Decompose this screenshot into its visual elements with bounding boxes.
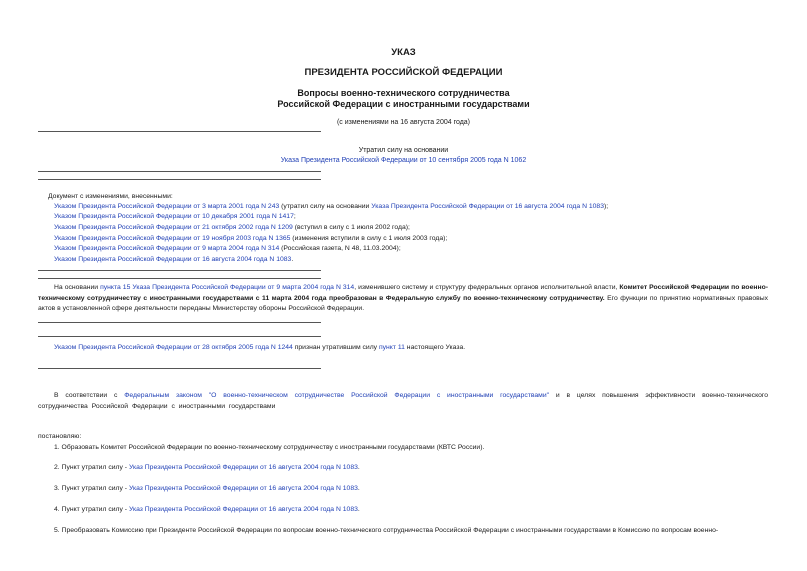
divider [38,179,321,180]
change-link[interactable]: Указом Президента Российской Федерации от 10 декабря 2001 года N 1417 [54,213,294,220]
doc-name-line-1: Вопросы военно-технического сотрудничества [297,88,510,98]
divider [38,322,321,323]
decree-item-3: 3. Пункт утратил силу - Указ Президента Российской Федерации от 16 августа 2004 года N 1083. [54,485,360,492]
basis-link[interactable]: пункта 15 Указа Президента Российской Федерации от 9 марта 2004 года N 314 [100,284,355,291]
divider [38,336,321,337]
basis-bold-text: Комитет Российской Федерации по военно-техническому сотрудничеству с иностранными государствами с 11 марта 2004 года преобразован в Федеральную службу по военно-техническому сотрудничеству. [38,284,768,302]
doc-name-line-2: Российской Федерации с иностранными государствами [277,99,530,109]
decree-item-3-link[interactable]: Указ Президента Российской Федерации от 16 августа 2004 года N 1083 [128,485,358,492]
change-item: Указом Президента Российской Федерации от 10 декабря 2001 года N 1417; [54,213,296,220]
decree-item-2: 2. Пункт утратил силу - Указ Президента Российской Федерации от 16 августа 2004 года N 1083. [54,464,360,471]
preamble-paragraph: В соответствии с Федеральным законом "О военно-техническом сотрудничестве Российской Федерации с иностранными государствами" и в целях повышения эффективности военно-технического сотрудничества Российской Федерации с иностранными государствами [38,392,769,410]
lost-force-label: Утратил силу на основании [358,147,449,154]
decree-item-4-link[interactable]: Указ Президента Российской Федерации от 16 августа 2004 года N 1083 [128,506,358,513]
change-item: Указом Президента Российской Федерации от 21 октября 2002 года N 1209 (вступил в силу с 1 июля 2002 года); [54,224,410,231]
federal-law-link[interactable]: Федеральным законом "О военно-техническом сотрудничестве Российской Федерации с иностранными государствами" [124,392,550,399]
change-item: Указом Президента Российской Федерации от 3 марта 2001 года N 243 (утратил силу на основании Указа Президента Российской Федерации от 16 августа 2004 года N 1083); [54,203,609,210]
decree-item-4: 4. Пункт утратил силу - Указ Президента Российской Федерации от 16 августа 2004 года N 1083. [54,506,360,513]
invalidated-note: Указом Президента Российской Федерации от 28 октября 2005 года N 1244 признан утратившим силу пункт 11 настоящего Указа. [54,344,466,351]
basis-paragraph: На основании пункта 15 Указа Президента Российской Федерации от 9 марта 2004 года N 314, изменившего систему и структуру федеральных органов исполнительной власти, Комитет Российской Федерации по военно-техническому сотрудничеству с иностранными государствами с 11 марта 2004 года преобразован в Федеральную службу по военно-техническому сотрудничеству. Его функции по принятию нормативных правовых актов в установленной сфере деятельности переданы Министерству обороны Российской Федерации. [38,284,768,312]
doc-title: УКАЗ [391,47,416,58]
amendment-note: (с изменениями на 16 августа 2004 года) [336,119,471,126]
divider [38,131,321,132]
divider [38,368,321,369]
divider [38,270,321,271]
change-item: Указом Президента Российской Федерации от 19 ноября 2003 года N 1365 (изменения вступили в силу с 1 июля 2003 года); [54,235,448,242]
invalidated-link[interactable]: Указом Президента Российской Федерации от 28 октября 2005 года N 1244 [54,344,293,351]
changes-intro: Документ с изменениями, внесенными: [48,193,173,200]
decree-word: постановляю: [38,433,82,440]
change-link[interactable]: Указом Президента Российской Федерации от 21 октября 2002 года N 1209 [54,224,293,231]
decree-item-1: 1. Образовать Комитет Российской Федерации по военно-техническому сотрудничеству с иностранными государствами (КВТС России). [54,444,485,451]
decree-item-5: 5. Преобразовать Комиссию при Президенте Российской Федерации по вопросам военно-технического сотрудничества Российской Федерации с иностранными государствами в Комиссию по вопросам военно- [54,527,719,534]
lost-force-link[interactable]: Указа Президента Российской Федерации от 10 сентября 2005 года N 1062 [280,157,527,164]
change-item: Указом Президента Российской Федерации от 16 августа 2004 года N 1083. [54,256,294,263]
divider [38,278,321,279]
divider [38,171,321,172]
invalidated-item-link[interactable]: пункт 11 [378,344,405,351]
change-item: Указом Президента Российской Федерации от 9 марта 2004 года N 314 (Российская газета, N 48, 11.03.2004); [54,245,401,252]
decree-item-2-link[interactable]: Указ Президента Российской Федерации от 16 августа 2004 года N 1083 [128,464,358,471]
change-link[interactable]: Указом Президента Российской Федерации от 3 марта 2001 года N 243 [54,203,280,210]
change-link[interactable]: Указом Президента Российской Федерации от 19 ноября 2003 года N 1365 [54,235,291,242]
change-link[interactable]: Указом Президента Российской Федерации от 16 августа 2004 года N 1083 [54,256,292,263]
change-link[interactable]: Указа Президента Российской Федерации от 16 августа 2004 года N 1083 [371,203,604,210]
doc-subtitle: ПРЕЗИДЕНТА РОССИЙСКОЙ ФЕДЕРАЦИИ [304,67,503,78]
change-link[interactable]: Указом Президента Российской Федерации от 9 марта 2004 года N 314 [54,245,280,252]
